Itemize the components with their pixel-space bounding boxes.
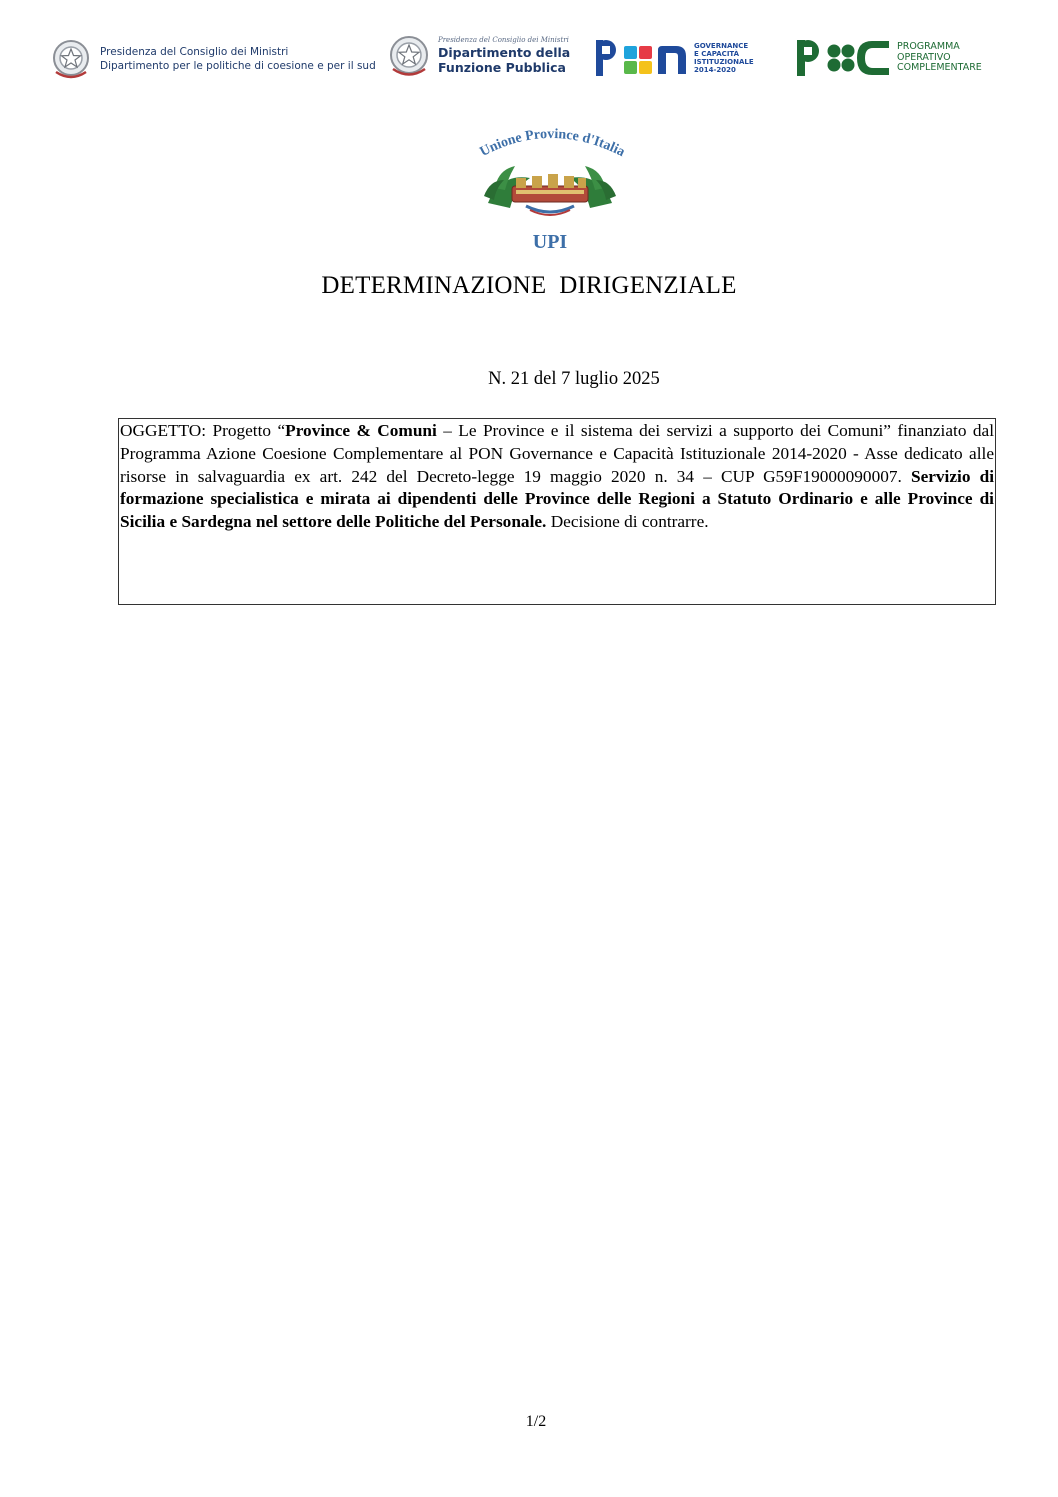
document-title: DETERMINAZIONE DIRIGENZIALE <box>321 272 737 299</box>
upi-arc-text: Unione Province d'Italia <box>477 126 628 161</box>
dfp-line1: Dipartimento della <box>438 44 571 60</box>
subject-bold-service: Servizio di formazione specialistica e mirata ai dipendenti delle Province delle Regioni a Statuto Ordinario e alle Province di Sicilia e Sardegna nel settore delle Politiche del Personale. <box>120 466 995 532</box>
subject-text-1: OGGETTO: Progetto “ <box>120 421 286 440</box>
subject-text-3: Decisione di contrarre. <box>546 512 709 532</box>
pcm-line1: Presidenza del Consiglio dei Ministri <box>100 46 289 58</box>
upi-logo <box>470 118 630 258</box>
poc-line3: COMPLEMENTARE <box>897 62 982 74</box>
pcm-line2: Dipartimento per le politiche di coesione e per il sud <box>100 60 376 72</box>
pon-line1: GOVERNANCE <box>694 42 749 50</box>
pon-line3: ISTITUZIONALE <box>694 58 754 66</box>
italian-republic-emblem-icon <box>50 36 92 82</box>
poc-line2: OPERATIVO <box>897 51 951 63</box>
document-number: N. 21 del 7 luglio 2025 <box>488 369 660 389</box>
italian-republic-emblem-icon <box>388 32 430 78</box>
poc-mark-icon <box>797 38 891 78</box>
pon-line4: 2014-2020 <box>694 66 736 74</box>
logo-presidenza-coesione <box>50 36 376 82</box>
pon-line2: E CAPACITÀ <box>694 50 740 58</box>
dfp-script-line: Presidenza del Consiglio dei Ministri <box>438 35 569 44</box>
logo-bar <box>0 0 1058 110</box>
svg-text:Unione Province d'Italia <box>478 127 628 160</box>
pon-mark-icon <box>596 38 688 78</box>
page-number: 1/2 <box>525 1413 547 1430</box>
upi-label: UPI <box>532 231 568 253</box>
dfp-line2: Funzione Pubblica <box>438 59 566 75</box>
subject-box <box>118 418 996 605</box>
logo-poc-complementare <box>797 38 982 78</box>
logo-pon-governance <box>596 38 754 78</box>
subject-bold-project: Province & Comuni <box>285 421 437 440</box>
logo-funzione-pubblica <box>388 32 570 78</box>
subject-text-2: – Le Province e il sistema dei servizi a supporto dei Comuni” finanziato dal Programma Azione Coesione Complementare al PON Governance e Capacità Istituzionale 2014-2020 - Asse dedicato alle risorse in salvaguardia ex art. 242 del Decreto-legge 19 maggio 2020 n. 34 – CUP G59F19000090007. <box>120 421 994 486</box>
poc-line1: PROGRAMMA <box>897 41 960 53</box>
